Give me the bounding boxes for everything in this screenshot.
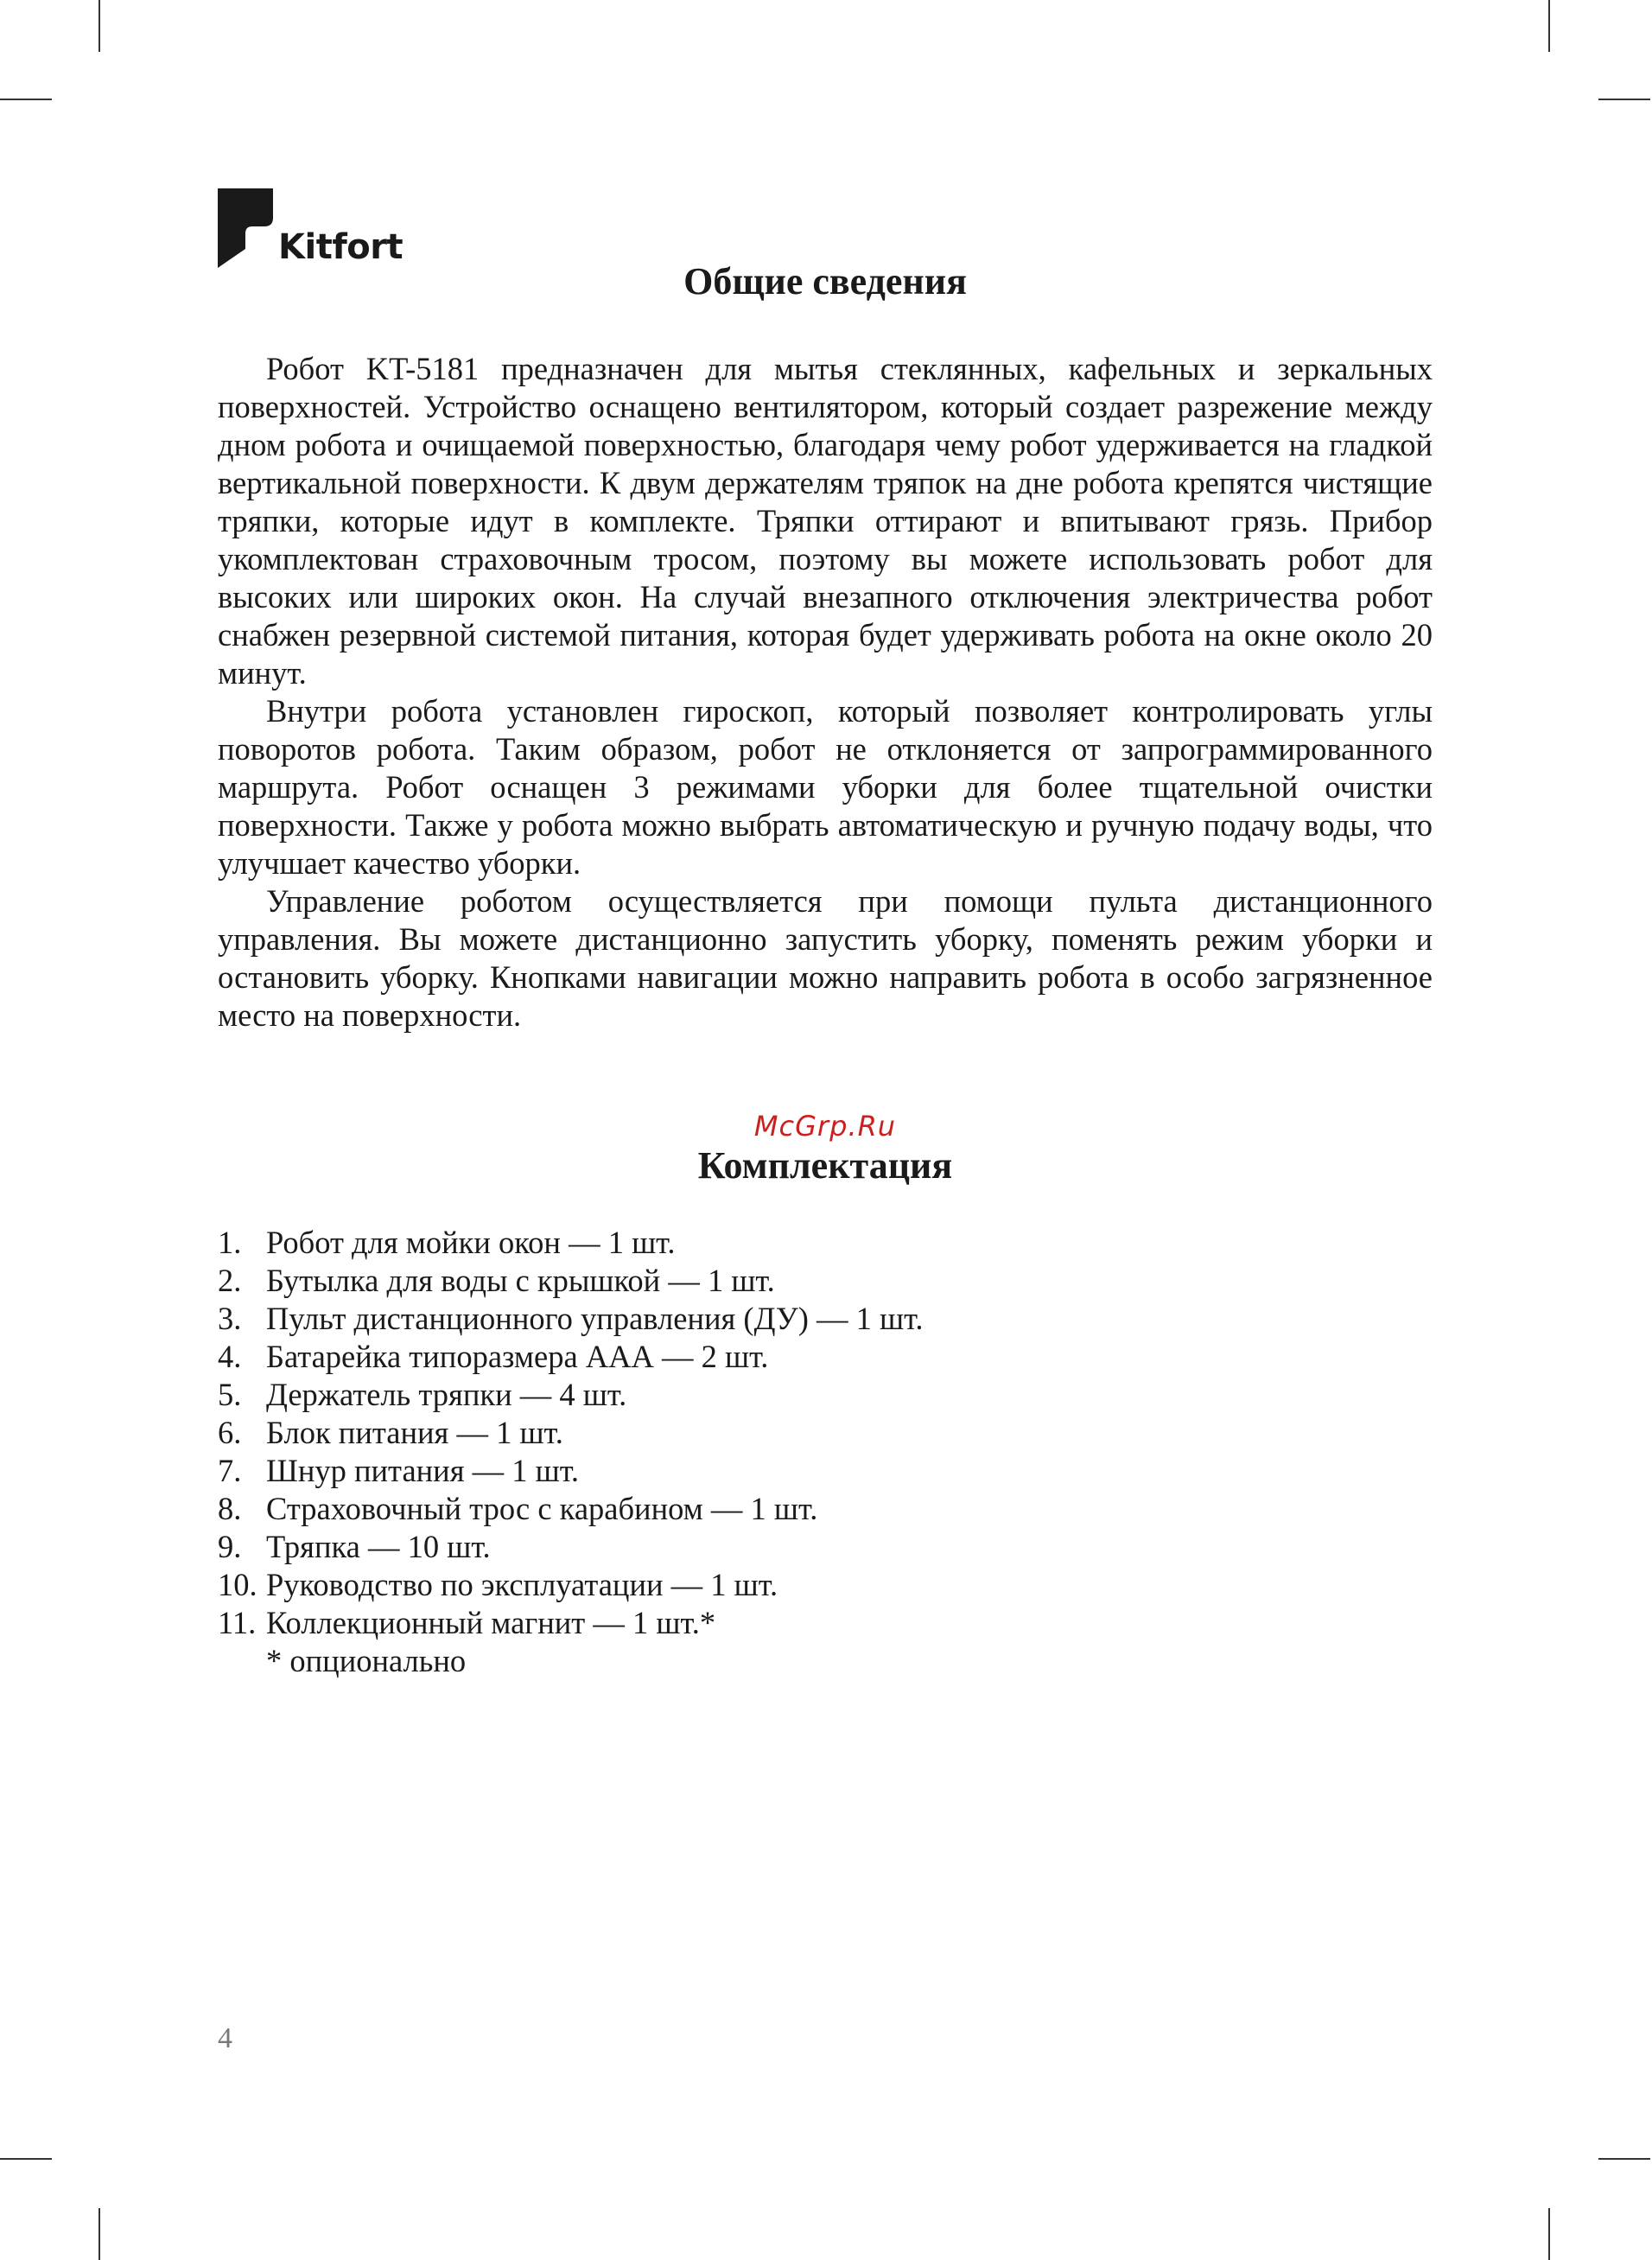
list-item-text: Шнур питания — 1 шт. xyxy=(266,1452,580,1488)
list-item xyxy=(218,1452,1433,1490)
list-item xyxy=(218,1528,1433,1566)
section-general-body xyxy=(218,350,1433,1035)
list-item-text: Руководство по эксплуатации — 1 шт. xyxy=(266,1566,778,1602)
list-item-number: 10. xyxy=(218,1566,257,1602)
list-item-number: 1. xyxy=(218,1224,242,1260)
page-number: 4 xyxy=(218,2022,232,2054)
list-item-text: Бутылка для воды с крышкой — 1 шт. xyxy=(266,1262,775,1298)
list-item-number: 8. xyxy=(218,1490,242,1526)
watermark: McGrp.Ru xyxy=(753,1109,897,1143)
crop-mark-bottom-left xyxy=(98,2208,100,2260)
list-item-text: Страховочный трос с карабином — 1 шт. xyxy=(266,1490,818,1526)
brand-logo xyxy=(218,188,403,268)
list-item-number: 7. xyxy=(218,1452,242,1488)
list-item xyxy=(218,1414,1433,1452)
list-item xyxy=(218,1490,1433,1528)
list-item-number: 3. xyxy=(218,1300,242,1336)
paragraph: Управление роботом осуществляется при помощи пульта дистанционного управления. Вы можете дистанционно запустить уборку, поменять режим уборки и остановить уборку. Кнопками навигации можно направить робота в особо загрязненное место на поверхности. xyxy=(218,882,1433,1033)
list-item-text: Блок питания — 1 шт. xyxy=(266,1414,563,1450)
list-item xyxy=(218,1604,1433,1642)
crop-mark-bottom-right xyxy=(1548,2208,1550,2260)
kitfort-logo-icon xyxy=(218,188,273,268)
crop-mark-bottom-right xyxy=(1598,2158,1650,2160)
list-item-number: 6. xyxy=(218,1414,242,1450)
list-item-number: 4. xyxy=(218,1338,242,1374)
crop-mark-top-left xyxy=(98,0,100,52)
list-item-text: Тряпка — 10 шт. xyxy=(266,1528,491,1564)
list-item xyxy=(218,1338,1433,1376)
page-content xyxy=(218,259,1433,1680)
list-item-text: Держатель тряпки — 4 шт. xyxy=(266,1376,627,1412)
list-item-number: 11. xyxy=(218,1604,257,1640)
list-item xyxy=(218,1566,1433,1604)
contents-list xyxy=(218,1224,1433,1642)
crop-mark-top-right xyxy=(1598,99,1650,100)
paragraph: Робот KT-5181 предназначен для мытья стеклянных, кафельных и зеркальных поверхностей. Устройство оснащено вентилятором, который создает разрежение между дном робота и очищаемой поверхностью, благодаря чему робот удерживается на гладкой вертикальной поверхности. К двум держателям тряпок на дне робота крепятся чистящие тряпки, которые идут в комплекте. Тряпки оттирают и впитывают грязь. Прибор укомплектован страховочным тросом, поэтому вы можете использовать робот для высоких или широких окон. На случай внезапного отключения электричества робот снабжен резервной системой питания, которая будет удерживать робота на окне около 20 минут. xyxy=(218,350,1433,691)
crop-mark-top-right xyxy=(1548,0,1550,52)
list-item-text: Робот для мойки окон — 1 шт. xyxy=(266,1224,676,1260)
list-item-text: Пульт дистанционного управления (ДУ) — 1 шт. xyxy=(266,1300,924,1336)
list-item-number: 9. xyxy=(218,1528,242,1564)
list-item xyxy=(218,1300,1433,1338)
list-item xyxy=(218,1262,1433,1300)
list-item xyxy=(218,1376,1433,1414)
crop-mark-bottom-left xyxy=(0,2158,52,2160)
list-item xyxy=(218,1224,1433,1262)
footnote: * опционально xyxy=(266,1642,467,1678)
section-title-general: Общие сведения xyxy=(683,260,967,302)
list-item-number: 5. xyxy=(218,1376,242,1412)
list-item-text: Коллекционный магнит — 1 шт.* xyxy=(266,1604,716,1640)
section-title-contents: Комплектация xyxy=(697,1143,953,1187)
brand-name: Kitfort xyxy=(278,227,403,267)
list-item-number: 2. xyxy=(218,1262,242,1298)
crop-mark-top-left xyxy=(0,99,52,100)
list-item-text: Батарейка типоразмера ААА — 2 шт. xyxy=(266,1338,769,1374)
paragraph: Внутри робота установлен гироскоп, который позволяет контролировать углы поворотов робота. Таким образом, робот не отклоняется от запрограммированного маршрута. Робот оснащен 3 режимами уборки для более тщательной очистки поверхности. Также у робота можно выбрать автоматическую и ручную подачу воды, что улучшает качество уборки. xyxy=(218,692,1433,881)
